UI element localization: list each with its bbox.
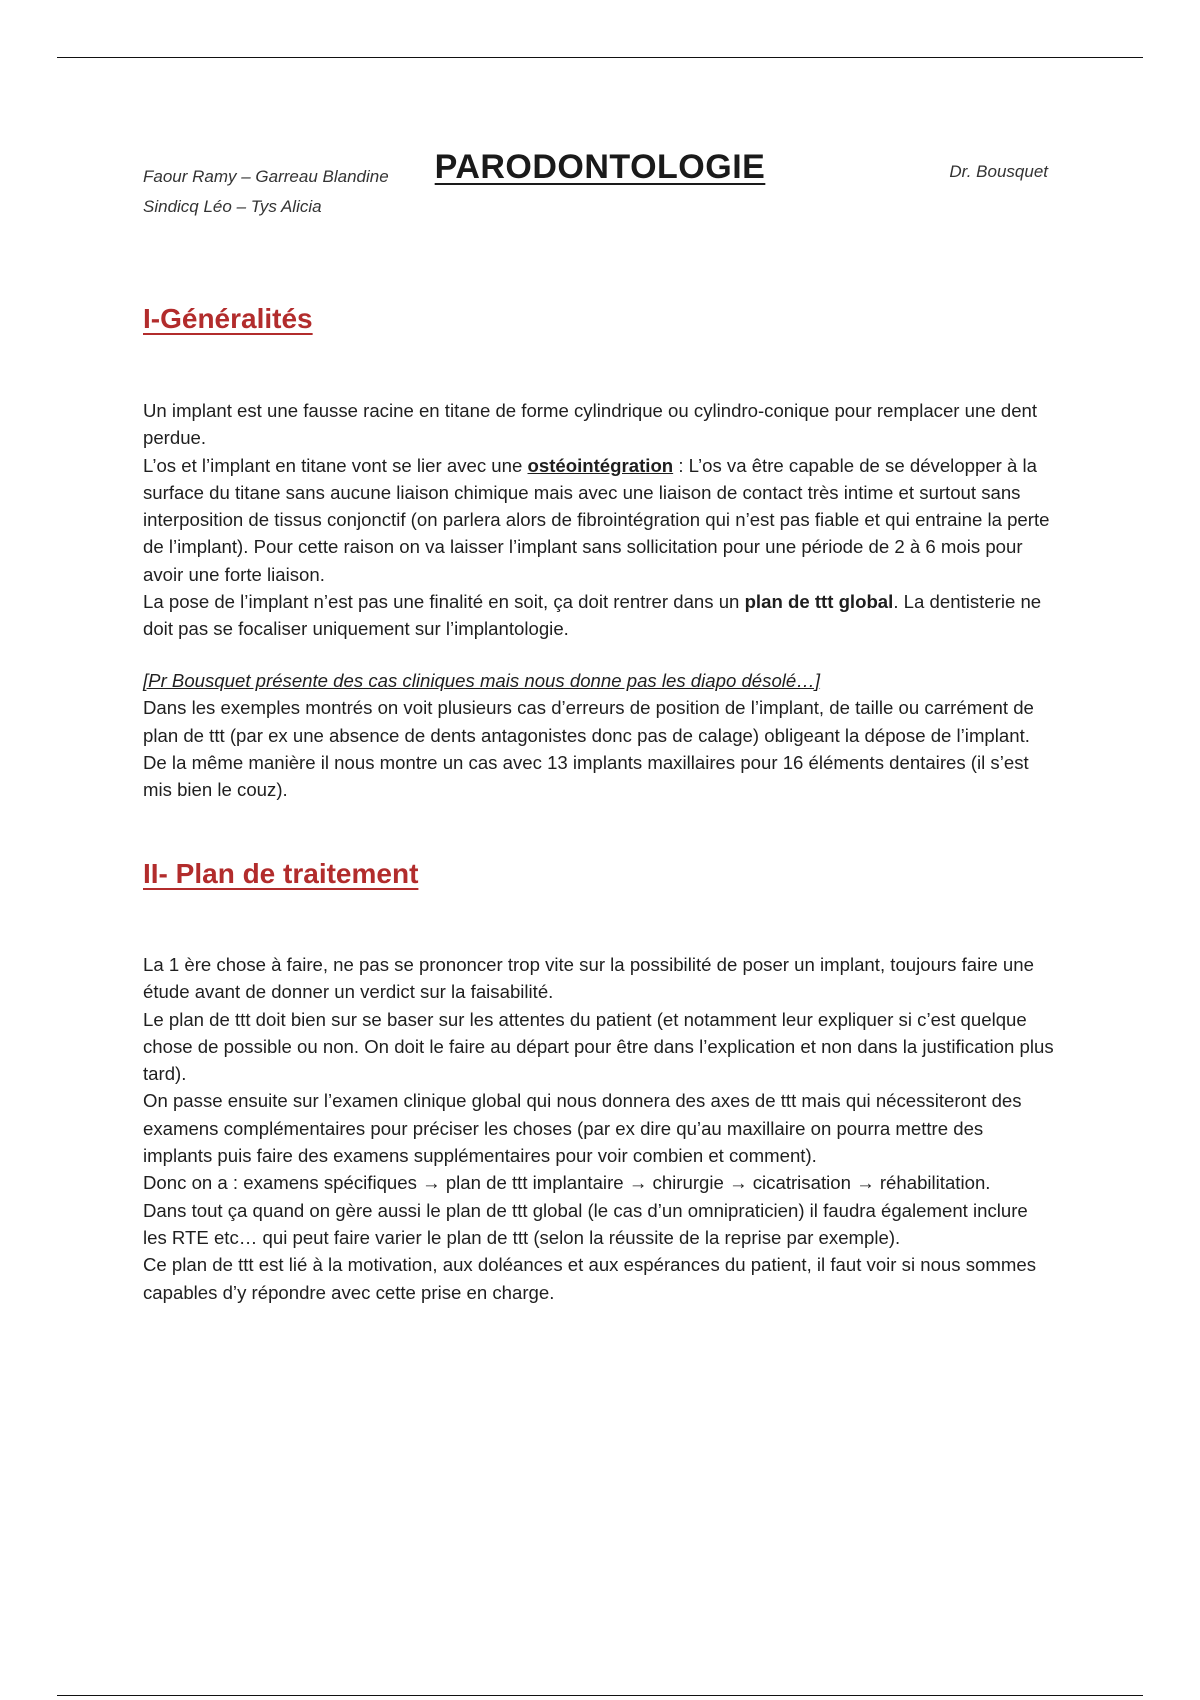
- text: L’os et l’implant en titane vont se lier avec une: [143, 454, 528, 476]
- document-title: PARODONTOLOGIE: [434, 148, 766, 186]
- section-2-title: II- Plan de traitement: [143, 858, 419, 889]
- paragraph: Dans les exemples montrés on voit plusieurs cas d’erreurs de position de l’implant, de taille ou carrément de plan de ttt (par ex une absence de dents antagonistes donc pas de calage) obligeant la dépose de l’implant. De la même manière il nous montre un cas avec 13 implants maxillaires pour 16 éléments dentaires (il s’est mis bien le couz).: [143, 697, 1034, 801]
- paragraph: Un implant est une fausse racine en titane de forme cylindrique ou cylindro-conique pour remplacer une dent perdue.: [143, 400, 1038, 449]
- paragraph: Donc on a : examens spécifiques → plan de ttt implantaire → chirurgie → cicatrisation → réhabilitation.: [143, 1172, 991, 1194]
- text: : L’os va être capable de se développer à la surface du titane sans aucune liaison chimique mais avec une liaison de contact très intime et surtout sans interposition de tissus conjonctif (on parlera alors de fibrointégration qui n’est pas fiable et qui entraine la perte de l’implant). Pour cette raison on va laisser l’implant sans sollicitation pour une période de 2 à 6 mois pour avoir une forte liaison.: [143, 454, 1050, 585]
- authors-line-2: Sindicq Léo – Tys Alicia: [143, 197, 322, 216]
- text: . La dentisterie ne doit pas se focaliser uniquement sur l’implantologie.: [143, 591, 1042, 640]
- top-rule: [57, 57, 1143, 58]
- paragraph: Le plan de ttt doit bien sur se baser sur les attentes du patient (et notamment leur expliquer si c’est quelque chose de possible ou non. On doit le faire au départ pour être dans l’explication et non dans la justification plus tard).: [143, 1008, 1054, 1085]
- paragraph: [143, 452, 1055, 588]
- paragraph: On passe ensuite sur l’examen clinique global qui nous donnera des axes de ttt mais qui nécessiteront des examens complémentaires pour préciser les choses (par ex dire qu’au maxillaire on pourra mettre des implants puis faire des examens supplémentaires pour voir combien et comment).: [143, 1090, 1022, 1167]
- authors-line-1: Faour Ramy – Garreau Blandine: [143, 167, 389, 186]
- teacher-note: [Pr Bousquet présente des cas cliniques mais nous donne pas les diapo désolé…]: [143, 670, 821, 691]
- key-term-osteointegration: ostéointégration: [527, 454, 674, 476]
- section-1-body: [143, 397, 1055, 643]
- text: La pose de l’implant n’est pas une finalité en soit, ça doit rentrer dans un: [143, 591, 745, 613]
- professor-name: Dr. Bousquet: [949, 162, 1048, 181]
- paragraph: [143, 588, 1055, 643]
- section-1-title: I-Généralités: [143, 303, 313, 334]
- paragraph: La 1 ère chose à faire, ne pas se prononcer trop vite sur la possibilité de poser un implant, toujours faire une étude avant de donner un verdict sur la faisabilité.: [143, 954, 1034, 1003]
- paragraph: Dans tout ça quand on gère aussi le plan de ttt global (le cas d’un omnipraticien) il faudra également inclure les RTE etc… qui peut faire varier le plan de ttt (selon la réussite de la reprise par exemple).: [143, 1199, 1028, 1248]
- section-2-body: [143, 951, 1055, 1306]
- bottom-rule: [57, 1695, 1143, 1696]
- section-1-cases: [143, 667, 1055, 803]
- paragraph: Ce plan de ttt est lié à la motivation, aux doléances et aux espérances du patient, il faut voir si nous sommes capables d’y répondre avec cette prise en charge.: [143, 1254, 1036, 1303]
- key-term-plan: plan de ttt global: [744, 591, 894, 613]
